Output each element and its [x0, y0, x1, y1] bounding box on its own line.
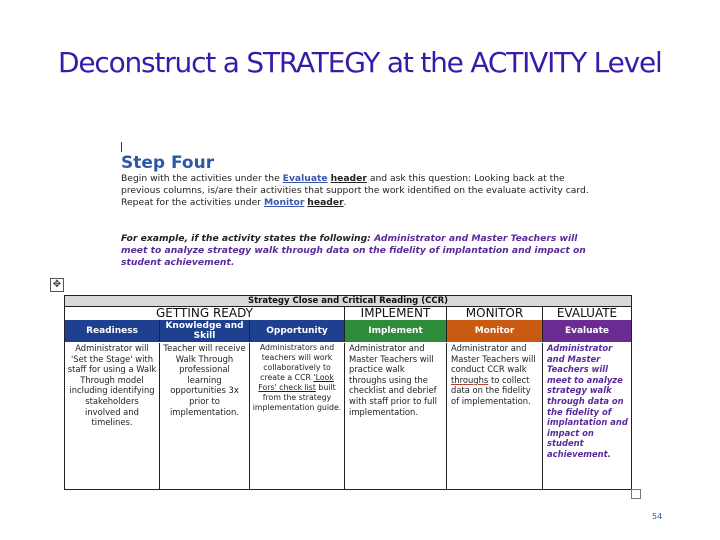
cell-knowledge-skill: Teacher will receive Walk Through professional learning opportunities 3x prior to implementation.	[160, 343, 250, 489]
column-knowledge-skill: Knowledge and Skill	[160, 320, 250, 342]
group-getting-ready: GETTING READY	[65, 307, 345, 320]
step-title: Step Four	[121, 153, 215, 173]
text-cursor	[121, 142, 122, 152]
example-text	[121, 233, 591, 269]
column-implement: Implement	[345, 320, 447, 342]
throughs-word: throughs	[451, 374, 489, 385]
table-move-handle-icon[interactable]: ✥	[50, 278, 64, 292]
example-lead: For example, if the activity states the following:	[121, 233, 371, 244]
step-instructions	[121, 173, 591, 209]
group-monitor: MONITOR	[447, 307, 543, 320]
opportunity-text-a: Administrators and teachers will work collaboratively to create a CCR	[259, 343, 335, 382]
cell-readiness: Administrator will 'Set the Stage' with staff for using a Walk Through model including identifying stakeholders involved and timelines.	[65, 343, 160, 489]
cell-opportunity	[250, 343, 345, 489]
header-word: header	[330, 173, 367, 184]
monitor-link: Monitor	[263, 197, 305, 208]
column-monitor: Monitor	[447, 320, 543, 342]
cell-implement: Administrator and Master Teachers will practice walk throughs using the checklist and debrief with staff prior to full implementation.	[345, 343, 447, 489]
period: .	[343, 197, 347, 208]
strategy-table	[64, 295, 632, 490]
page-number: 54	[652, 512, 663, 521]
header-word-2: header	[307, 197, 344, 208]
slide-title: Deconstruct a STRATEGY at the ACTIVITY Level	[58, 46, 662, 79]
column-evaluate: Evaluate	[543, 320, 631, 342]
monitor-text-c: to collect data on the fidelity of implementation.	[451, 374, 531, 406]
step-text-1: Begin with the activities under the	[121, 173, 280, 184]
step-text-2: and ask this question: Looking back at the previous columns, is/are their activities that support the work identified on the evaluate activity card. Repeat for the activities under	[121, 173, 589, 208]
example-activity: Administrator and Master Teachers will meet to analyze strategy walk through data on the fidelity of implantation and impact on student achievement.	[121, 233, 586, 268]
monitor-text-a: Administrator and Master Teachers will conduct CCR walk	[451, 343, 536, 375]
column-opportunity: Opportunity	[250, 320, 345, 342]
cell-evaluate: Administrator and Master Teachers will meet to analyze strategy walk through data on the fidelity of implantation and impact on student achievement.	[547, 343, 628, 459]
look-fors-checklist: 'Look Fors' check list	[258, 373, 334, 392]
cell-monitor	[447, 343, 543, 489]
column-readiness: Readiness	[65, 320, 160, 342]
table-resize-handle[interactable]	[631, 489, 641, 499]
group-implement: IMPLEMENT	[345, 307, 447, 320]
group-evaluate: EVALUATE	[556, 306, 618, 320]
evaluate-link: Evaluate	[282, 173, 328, 184]
table-header: Strategy Close and Critical Reading (CCR)	[65, 296, 631, 307]
opportunity-text-c: built from the strategy implementation guide.	[252, 383, 342, 412]
